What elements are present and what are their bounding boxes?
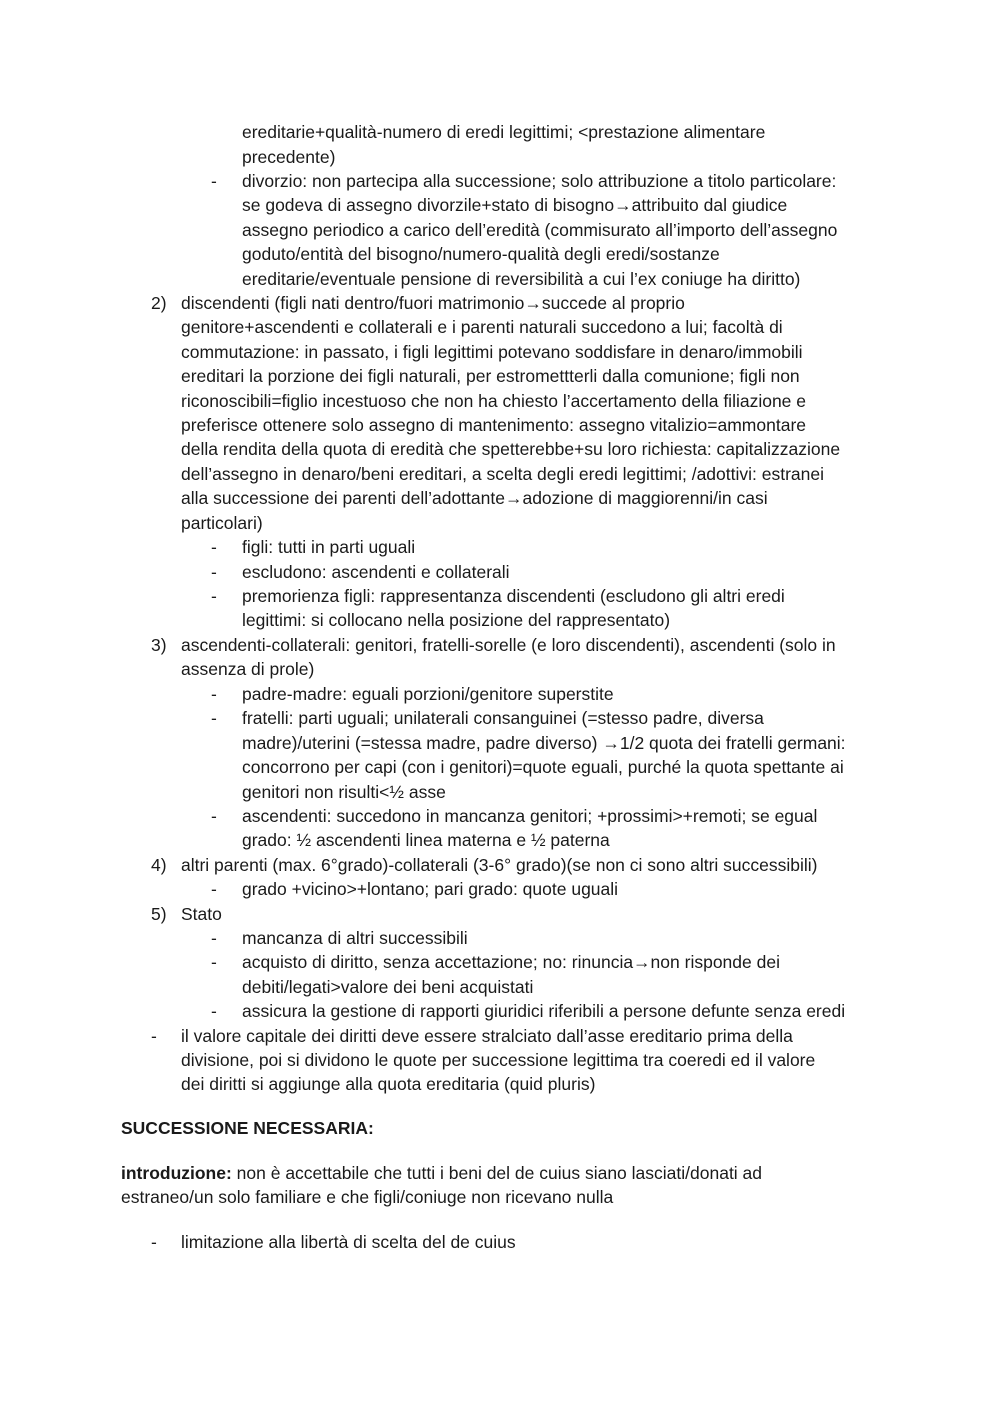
intro-label: introduzione: — [121, 1163, 232, 1183]
text-line: divisione, poi si dividono le quote per successione legittima tra coeredi ed il valore — [181, 1050, 816, 1070]
section-heading: SUCCESSIONE NECESSARIA: — [121, 1118, 374, 1138]
text-line: precedente) — [242, 147, 336, 167]
text-line: madre)/uterini (=stessa madre, padre diverso) →1/2 quota dei fratelli germani: — [242, 733, 846, 753]
text-line: mancanza di altri successibili — [242, 928, 468, 948]
bullet-marker: - — [211, 879, 217, 899]
text-line: assegno periodico a carico dell’eredità (commisurato all’importo dell’assegno — [242, 220, 838, 240]
text-line: fratelli: parti uguali; unilaterali consanguinei (=stesso padre, diversa — [242, 708, 764, 728]
text-line: particolari) — [181, 513, 263, 533]
text-line: goduto/entità del bisogno/numero-qualità degli eredi/sostanze — [242, 244, 720, 264]
text-line: dell’assegno in denaro/beni ereditari, a scelta degli eredi legittimi; /adottivi: estranei — [181, 464, 825, 484]
intro-text: non è accettabile che tutti i beni del de cuius siano lasciati/donati ad — [231, 1163, 763, 1183]
text-line: acquisto di diritto, senza accettazione; no: rinuncia→non risponde dei — [242, 952, 780, 972]
text-line: assicura la gestione di rapporti giuridici riferibili a persone defunte senza eredi — [242, 1001, 846, 1021]
text-line: genitore+ascendenti e collaterali e i parenti naturali succedono a lui; facoltà di — [181, 317, 783, 337]
text-line: divorzio: non partecipa alla successione; solo attribuzione a titolo particolare: — [242, 171, 837, 191]
text-line: discendenti (figli nati dentro/fuori matrimonio→succede al proprio — [181, 293, 685, 313]
bullet-marker: - — [211, 562, 217, 582]
bullet-marker: - — [211, 1001, 217, 1021]
text-line: commutazione: in passato, i figli legittimi potevano soddisfare in denaro/immobili — [181, 342, 803, 362]
text-line: limitazione alla libertà di scelta del de cuius — [181, 1232, 516, 1252]
text-line: grado: ½ ascendenti linea materna e ½ paterna — [242, 830, 610, 850]
text-line: concorrono per capi (con i genitori)=quote eguali, purché la quota spettante ai — [242, 757, 844, 777]
bullet-marker: - — [211, 952, 217, 972]
text-line: ascendenti: succedono in mancanza genitori; +prossimi>+remoti; se egual — [242, 806, 818, 826]
list-number: 4) — [151, 855, 167, 875]
list-number: 3) — [151, 635, 167, 655]
list-number: 5) — [151, 904, 167, 924]
bullet-marker: - — [211, 928, 217, 948]
bullet-marker: - — [211, 708, 217, 728]
text-line: legittimi: si collocano nella posizione del rappresentato) — [242, 610, 671, 630]
bullet-marker: - — [211, 171, 217, 191]
text-line: grado +vicino>+lontano; pari grado: quote uguali — [242, 879, 619, 899]
text-line: se godeva di assegno divorzile+stato di bisogno→attribuito dal giudice — [242, 195, 788, 215]
text-line: riconoscibili=figlio incestuoso che non ha chiesto l’accertamento della filiazione e — [181, 391, 807, 411]
text-line: preferisce ottenere solo assegno di mantenimento: assegno vitalizio=ammontare — [181, 415, 807, 435]
text-line: Stato — [181, 904, 222, 924]
text-line: alla successione dei parenti dell’adottante→adozione di maggiorenni/in casi — [181, 488, 768, 508]
intro-line — [121, 1161, 762, 1185]
text-line: genitori non risulti<½ asse — [242, 782, 446, 802]
text-line: ascendenti-collaterali: genitori, fratelli-sorelle (e loro discendenti), ascendenti (solo in — [181, 635, 836, 655]
bullet-marker: - — [211, 586, 217, 606]
text-line: ereditarie+qualità-numero di eredi legittimi; <prestazione alimentare — [242, 122, 766, 142]
text-line: figli: tutti in parti uguali — [242, 537, 416, 557]
text-line: della rendita della quota di eredità che spetterebbe+su loro richiesta: capitalizzazione — [181, 439, 841, 459]
text-line: ereditarie/eventuale pensione di reversibilità a cui l’ex coniuge ha diritto) — [242, 269, 801, 289]
bullet-marker: - — [211, 684, 217, 704]
bullet-marker: - — [151, 1232, 157, 1252]
text-line: escludono: ascendenti e collaterali — [242, 562, 510, 582]
bullet-marker: - — [211, 806, 217, 826]
text-line: padre-madre: eguali porzioni/genitore superstite — [242, 684, 614, 704]
text-line: ereditari la porzione dei figli naturali, per estromettterli dalla comunione; figli non — [181, 366, 800, 386]
text-line: estraneo/un solo familiare e che figli/coniuge non ricevano nulla — [121, 1187, 614, 1207]
list-number: 2) — [151, 293, 167, 313]
text-line: premorienza figli: rappresentanza discendenti (escludono gli altri eredi — [242, 586, 785, 606]
bullet-marker: - — [151, 1026, 157, 1046]
text-line: altri parenti (max. 6°grado)-collaterali (3-6° grado)(se non ci sono altri successibili) — [181, 855, 818, 875]
text-line: il valore capitale dei diritti deve essere stralciato dall’asse ereditario prima della — [181, 1026, 793, 1046]
text-line: assenza di prole) — [181, 659, 315, 679]
text-line: debiti/legati>valore dei beni acquistati — [242, 977, 534, 997]
bullet-marker: - — [211, 537, 217, 557]
text-line: dei diritti si aggiunge alla quota ereditaria (quid pluris) — [181, 1074, 596, 1094]
